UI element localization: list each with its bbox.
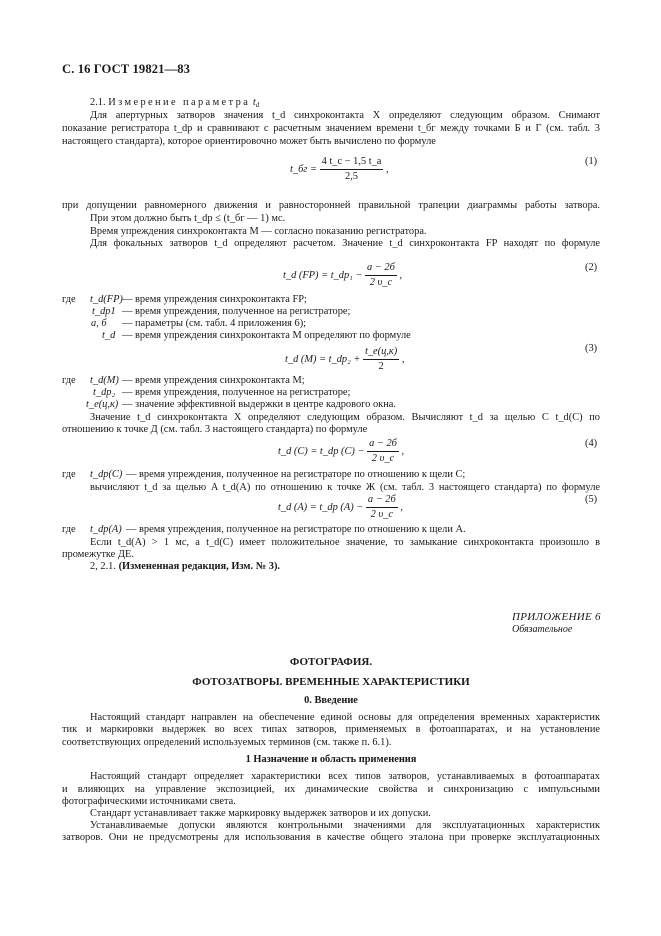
intro-heading: 0. Введение bbox=[304, 695, 358, 706]
where-description: — время упреждения синхроконтакта M; bbox=[122, 375, 305, 386]
equation-number: (2) bbox=[585, 262, 598, 273]
where-symbol: t_dp(C) bbox=[90, 469, 123, 480]
appendix-status: Обязательное bbox=[512, 624, 573, 635]
equation-4: t_d (C) = t_dp (C) − $\frac{a - 2б}{2 \upsilon\_c}$ , bbox=[278, 438, 405, 464]
where-symbol: t_d(M) bbox=[90, 375, 119, 386]
para-line: затворов. Они не предусмотрены для использования в качестве общего эталона при проверке эксплуатационных bbox=[62, 832, 600, 843]
para-line: Время упреждения синхроконтакта M — согласно показанию регистратора. bbox=[90, 226, 427, 237]
para-line: показание регистратора t_dp и сравнивают с расчетным значением времени t_бг между точками Б и Г (см. табл. 3 bbox=[62, 123, 600, 134]
equation-5: t_d (A) = t_dp (A) − $\frac{a - 2б}{2 \upsilon\_c}$ , bbox=[278, 494, 403, 520]
where-description: — время упреждения, полученное на регистраторе; bbox=[122, 387, 351, 398]
where-description: — параметры (см. табл. 4 приложения 6); bbox=[122, 318, 307, 329]
para-line: и влияющих на управление экспозицией, их динамические свойства и синхронизацию с импульсными bbox=[62, 784, 600, 795]
equation-2: t_d (FP) = t_dp₁ − $\frac{a - 2б}{2 \upsilon\_c}$ , bbox=[283, 262, 403, 288]
para-line: Настоящий стандарт направлен на обеспечение единой основы для определения временных характеристик bbox=[90, 712, 600, 723]
where-symbol: t_d(FP) bbox=[90, 294, 123, 305]
where-symbol: a, б bbox=[91, 318, 107, 329]
doc-title: ФОТОГРАФИЯ. bbox=[289, 656, 373, 668]
where-description: — время упреждения синхроконтакта М определяют по формуле bbox=[122, 330, 411, 341]
where-label: где bbox=[62, 294, 76, 305]
where-symbol: t_dp1 bbox=[92, 306, 116, 317]
where-label: где bbox=[62, 375, 76, 386]
section-number: 2.1. bbox=[90, 97, 106, 108]
para-line: фотографическими источниками света. bbox=[62, 796, 236, 807]
para-line: настоящего стандарта), которое ориентировочно может быть вычислено по формуле bbox=[62, 136, 436, 147]
section-title-symbol: $t_d$ bbox=[252, 97, 260, 109]
appendix-title: ПРИЛОЖЕНИЕ 6 bbox=[512, 611, 601, 623]
para-line: промежутке ДЕ. bbox=[62, 549, 134, 560]
equation-1: t_бг = $\frac{4 t\_c - 1,5 t\_a}{2,5}$ , bbox=[290, 156, 389, 182]
equation-number: (4) bbox=[585, 438, 598, 449]
where-symbol: t_dp(A) bbox=[90, 524, 122, 535]
equation-number: (5) bbox=[585, 494, 598, 505]
scope-heading: 1 Назначение и область применения bbox=[245, 754, 417, 765]
where-symbol: t_d bbox=[102, 330, 116, 341]
page-header: С. 16 ГОСТ 19821—83 bbox=[62, 62, 190, 76]
where-description: — время упреждения синхроконтакта FP; bbox=[122, 294, 307, 305]
where-description: — значение эффективной выдержки в центре кадрового окна. bbox=[122, 399, 396, 410]
equation-3: t_d (M) = t_dp₂ + $\frac{t\_e(ц,к)}{2}$ , bbox=[285, 346, 405, 372]
equation-number: (1) bbox=[585, 156, 598, 167]
para-line: Стандарт устанавливает также маркировку выдержек затворов и их допуски. bbox=[90, 808, 431, 819]
where-symbol: t_e(ц,к) bbox=[86, 399, 119, 410]
where-description: — время упреждения, полученное на регистраторе по отношению к щели C; bbox=[126, 469, 466, 480]
where-symbol: t_dp₂ bbox=[93, 387, 116, 398]
where-description: — время упреждения, полученное на регистраторе; bbox=[122, 306, 351, 317]
para-line: При этом должно быть t_dp ≤ (t_бг — 1) мс. bbox=[90, 213, 286, 224]
para-line: Для фокальных затворов t_d определяют расчетом. Значение t_d синхроконтакта FP находят по формуле bbox=[90, 238, 600, 249]
where-label: где bbox=[62, 524, 76, 535]
para-line: Устанавливаемые допуски являются контрольными значениями для эксплуатационных характеристик bbox=[90, 820, 600, 831]
where-description: — время упреждения, полученное на регистраторе по отношению к щели A. bbox=[126, 524, 466, 535]
equation-number: (3) bbox=[585, 343, 598, 354]
para-line: вычисляют t_d за щелью A t_d(A) по отношению к точке Ж (см. табл. 3 настоящего стандарта) по формуле bbox=[90, 482, 600, 493]
section-title: Измерение параметра bbox=[108, 97, 251, 108]
para-line: при допущении равномерного движения и равносторонней правильной трапеции диаграммы работы затвора. bbox=[62, 200, 600, 211]
where-label: где bbox=[62, 469, 76, 480]
para-line: соответствующих определений используемых терминов (см. также п. 6.1). bbox=[62, 737, 392, 748]
edit-note: 2, 2.1. (Измененная редакция, Изм. № 3). bbox=[90, 561, 280, 572]
para-line: Для апертурных затворов значения t_d синхроконтакта X определяют следующим образом. Снимают bbox=[90, 110, 600, 121]
para-line: отношению к точке Д (см. табл. 3 настоящего стандарта) по формуле bbox=[62, 424, 368, 435]
para-line: Значение t_d синхроконтакта X определяют следующим образом. Вычисляют t_d за щелью C t_d(C) по bbox=[90, 412, 600, 423]
para-line: Если t_d(A) > 1 мс, а t_d(C) имеет положительное значение, то замыкание синхроконтакта произошло в bbox=[90, 537, 600, 548]
para-line: тик и маркировки выдержек во всех типах затворов, применяемых в фотоаппаратах, и на установление bbox=[62, 724, 600, 735]
para-line: Настоящий стандарт определяет характеристики всех типов затворов, устанавливаемых в фотоаппаратах bbox=[90, 771, 600, 782]
doc-subtitle: ФОТОЗАТВОРЫ. ВРЕМЕННЫЕ ХАРАКТЕРИСТИКИ bbox=[192, 676, 470, 688]
